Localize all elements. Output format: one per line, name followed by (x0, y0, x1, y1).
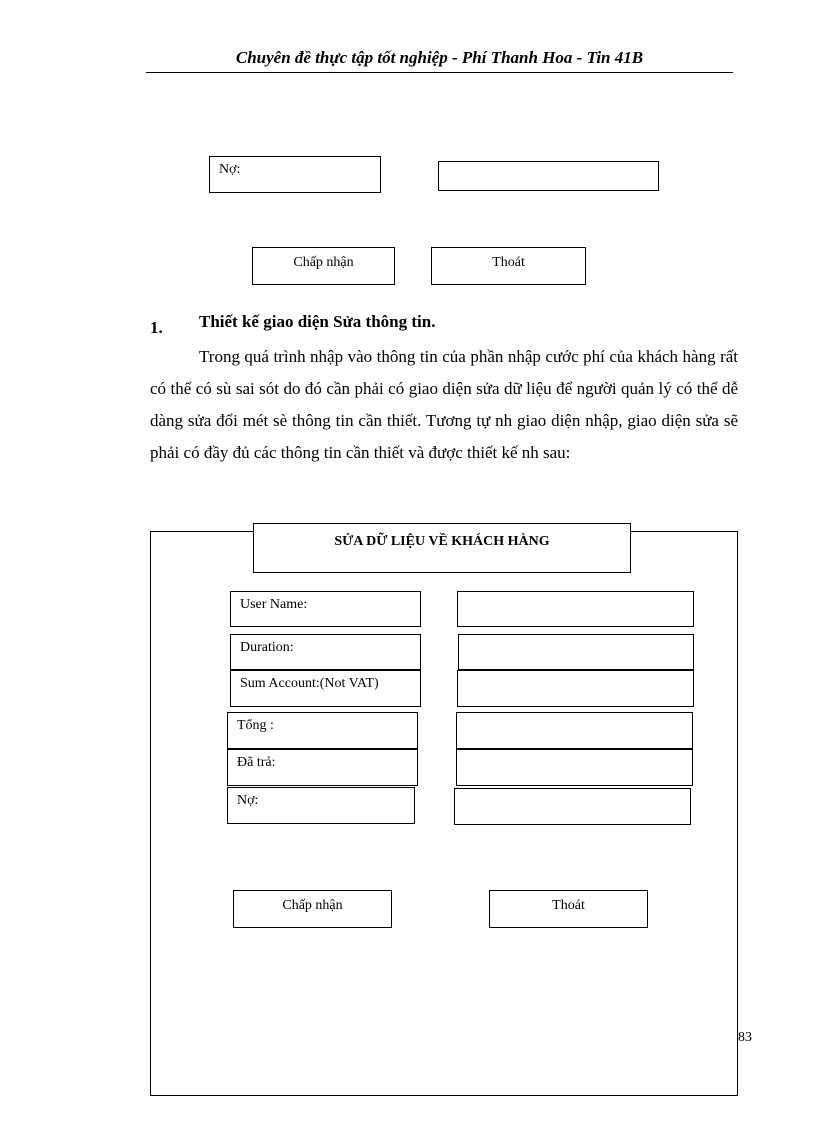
tong-input[interactable] (456, 712, 693, 749)
da-tra-input[interactable] (456, 749, 693, 786)
edit-exit-button[interactable]: Thoát (489, 890, 648, 928)
top-exit-button[interactable]: Thoát (431, 247, 586, 285)
sum-account-input[interactable] (457, 670, 694, 707)
top-accept-button[interactable]: Chấp nhận (252, 247, 395, 285)
edit-accept-button[interactable]: Chấp nhận (233, 890, 392, 928)
page-header-title: Chuyên đề thực tập tốt nghiệp - Phí Thanh Hoa - Tin 41B (235, 48, 644, 67)
top-no-label: Nợ: (209, 156, 381, 193)
duration-label: Duration: (230, 634, 421, 670)
section-paragraph: Trong quá trình nhập vào thông tin của phần nhập cước phí của khách hàng rất có thể có sù sai sót do đó cần phải có giao diện sửa dữ liệu để người quản lý có thể dễ dàng sửa đổi mét sè thông tin cần thiết. Tương tự nh giao diện nhập, giao diện sửa sẽ phải có đầy đủ các thông tin cần thiết và được thiết kế nh sau: (150, 347, 738, 462)
user-name-input[interactable] (457, 591, 694, 627)
section-number: 1. (150, 318, 163, 337)
sum-account-label: Sum Account:(Not VAT) (230, 670, 421, 707)
edit-form-title: SỬA DỮ LIỆU VỀ KHÁCH HÀNG (253, 523, 631, 573)
page-number: 83 (738, 1030, 752, 1045)
tong-label: Tổng : (227, 712, 418, 749)
duration-input[interactable] (458, 634, 694, 670)
user-name-label: User Name: (230, 591, 421, 627)
no-label: Nợ: (227, 787, 415, 824)
header-divider (146, 72, 733, 73)
section-title: Thiết kế giao diện Sửa thông tin. (199, 312, 436, 331)
top-no-input[interactable] (438, 161, 659, 191)
da-tra-label: Đã trả: (227, 749, 418, 786)
no-input[interactable] (454, 788, 691, 825)
